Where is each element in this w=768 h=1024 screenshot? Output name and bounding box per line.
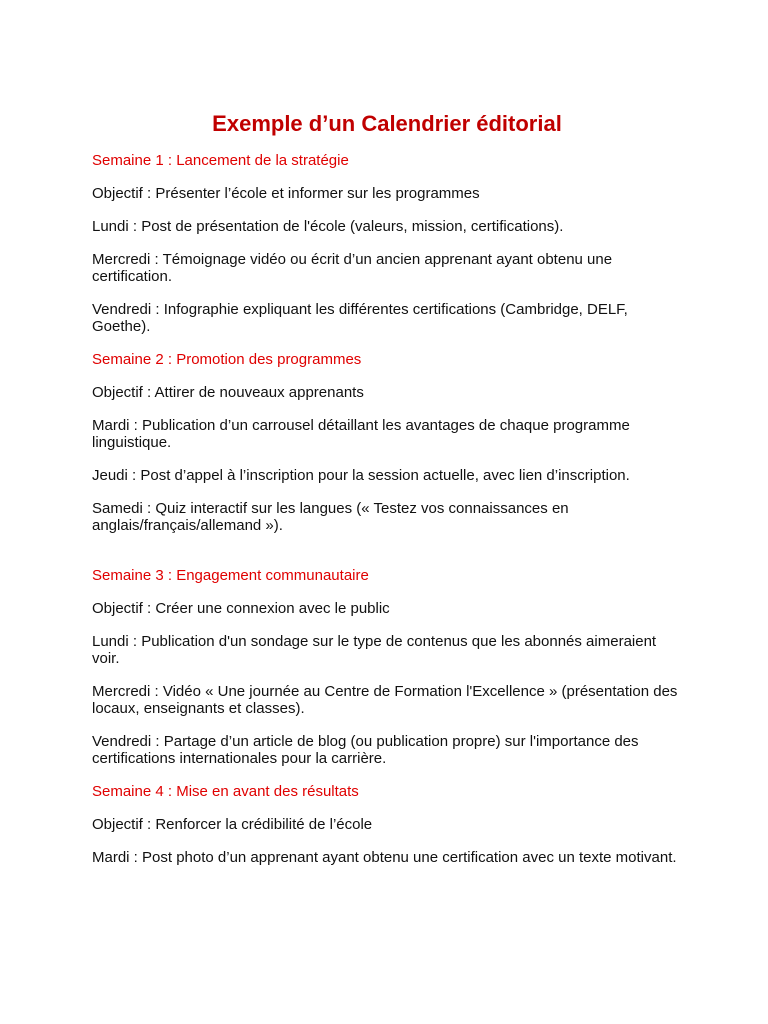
week-objective: Objectif : Présenter l’école et informer sur les programmes: [92, 185, 480, 202]
week-1-section: [92, 152, 682, 335]
week-entry: Mardi : Publication d’un carrousel détaillant les avantages de chaque programme linguistique.: [92, 417, 630, 451]
week-heading: Semaine 1 : Lancement de la stratégie: [92, 152, 349, 169]
document-title: Exemple d’un Calendrier éditorial: [212, 111, 562, 136]
week-entry: Lundi : Post de présentation de l'école (valeurs, mission, certifications).: [92, 218, 564, 235]
week-heading: Semaine 2 : Promotion des programmes: [92, 351, 362, 368]
blank-line: [92, 550, 682, 567]
document-page: [92, 110, 682, 882]
week-entry: Mardi : Post photo d’un apprenant ayant obtenu une certification avec un texte motivant.: [92, 849, 677, 866]
week-4-section: [92, 783, 682, 866]
week-3-section: [92, 567, 682, 767]
week-entry: Vendredi : Infographie expliquant les différentes certifications (Cambridge, DELF, Goethe).: [92, 301, 628, 335]
week-heading: Semaine 4 : Mise en avant des résultats: [92, 783, 359, 800]
week-objective: Objectif : Créer une connexion avec le public: [92, 600, 390, 617]
week-objective: Objectif : Renforcer la crédibilité de l’école: [92, 816, 373, 833]
week-entry: Samedi : Quiz interactif sur les langues (« Testez vos connaissances en anglais/français/allemand »).: [92, 500, 569, 534]
week-entry: Mercredi : Témoignage vidéo ou écrit d’un ancien apprenant ayant obtenu une certification.: [92, 251, 613, 285]
week-heading: Semaine 3 : Engagement communautaire: [92, 567, 369, 584]
week-entry: Jeudi : Post d’appel à l’inscription pour la session actuelle, avec lien d’inscription.: [92, 467, 630, 484]
week-objective: Objectif : Attirer de nouveaux apprenants: [92, 384, 364, 401]
week-entry: Lundi : Publication d'un sondage sur le type de contenus que les abonnés aimeraient voir.: [92, 633, 657, 667]
week-2-section: [92, 351, 682, 534]
week-entry: Vendredi : Partage d’un article de blog (ou publication propre) sur l'importance des certifications internationales pour la carrière.: [92, 733, 639, 767]
week-entry: Mercredi : Vidéo « Une journée au Centre de Formation l'Excellence » (présentation des locaux, enseignants et classes).: [92, 683, 678, 717]
